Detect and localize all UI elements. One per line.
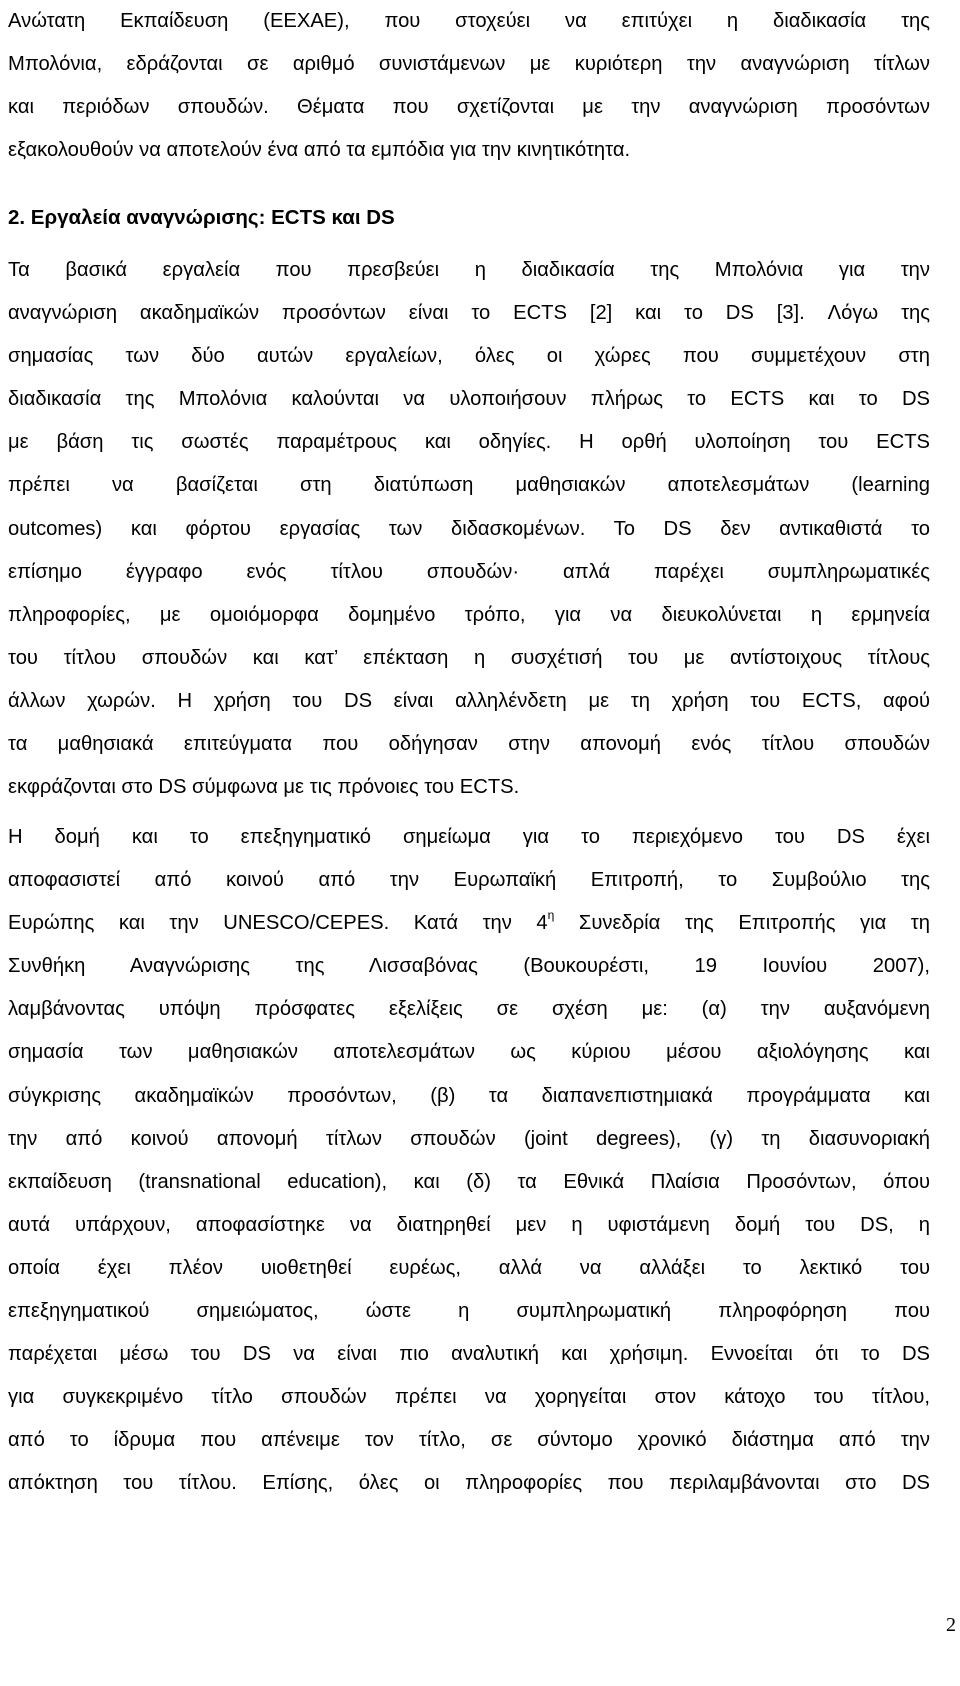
- text-line: Τα βασικά εργαλεία που πρεσβεύει η διαδικασία της Μπολόνια για την: [8, 259, 930, 281]
- text-line: αναγνώριση ακαδημαϊκών προσόντων είναι το ECTS [2] και το DS [3]. Λόγω της: [8, 302, 930, 325]
- text-line: εκπαίδευση (transnational education), και (δ) τα Εθνικά Πλαίσια Προσόντων, όπου: [8, 1170, 930, 1193]
- intro-paragraph: [8, 0, 930, 172]
- text-line: πληροφορίες, με ομοιόμορφα δομημένο τρόπο, για να διευκολύνεται η ερμηνεία: [8, 603, 930, 626]
- text-line: διαδικασία της Μπολόνια καλούνται να υλοποιήσουν πλήρως το ECTS και το DS: [8, 388, 930, 411]
- text-line: εκφράζονται στο DS σύμφωνα με τις πρόνοιες του ECTS.: [8, 776, 520, 799]
- text-line: Η δομή και το επεξηγηματικό σημείωμα για το περιεχόμενο του DS έχει: [8, 826, 930, 848]
- text-line: επίσημο έγγραφο ενός τίτλου σπουδών· απλά παρέχει συμπληρωματικές: [8, 560, 930, 583]
- text-line: οποία έχει πλέον υιοθετηθεί ευρέως, αλλά να αλλάξει το λεκτικό του: [8, 1256, 930, 1279]
- text-line: σημασία των μαθησιακών αποτελεσμάτων ως κύριου μέσου αξιολόγησης και: [8, 1041, 930, 1064]
- text-line: Συνθήκη Αναγνώρισης της Λισσαβόνας (Βουκουρέστι, 19 Ιουνίου 2007),: [8, 955, 930, 978]
- text-line: με βάση τις σωστές παραμέτρους και οδηγίες. Η ορθή υλοποίηση του ECTS: [8, 431, 930, 454]
- text-line: σημασίας των δύο αυτών εργαλείων, όλες οι χώρες που συμμετέχουν στη: [8, 345, 930, 368]
- text-line: την από κοινού απονομή τίτλων σπουδών (joint degrees), (γ) τη διασυνοριακή: [8, 1127, 930, 1150]
- text-line: και περιόδων σπουδών. Θέματα που σχετίζονται με την αναγνώριση προσόντων: [8, 96, 930, 119]
- tools-paragraph: [8, 249, 930, 809]
- text-line: σύγκρισης ακαδημαϊκών προσόντων, (β) τα διαπανεπιστημιακά προγράμματα και: [8, 1084, 930, 1107]
- text-line: του τίτλου σπουδών και κατ’ επέκταση η συσχέτισή του με αντίστοιχους τίτλους: [8, 646, 930, 669]
- ds-structure-paragraph: [8, 816, 930, 1506]
- superscript: η: [547, 908, 555, 923]
- text-line: αποφασιστεί από κοινού από την Ευρωπαϊκή Επιτροπή, το Συμβούλιο της: [8, 869, 930, 892]
- text-line: λαμβάνοντας υπόψη πρόσφατες εξελίξεις σε σχέση με: (α) την αυξανόμενη: [8, 998, 930, 1021]
- text-line: πρέπει να βασίζεται στη διατύπωση μαθησιακών αποτελεσμάτων (learning: [8, 474, 930, 497]
- text-line: outcomes) και φόρτου εργασίας των διδασκομένων. Το DS δεν αντικαθιστά το: [8, 517, 930, 540]
- text-line: Ανώτατη Εκπαίδευση (ΕΕΧΑΕ), που στοχεύει να επιτύχει η διαδικασία της: [8, 10, 930, 32]
- text-segment: Συνεδρία της Επιτροπής για τη: [554, 912, 930, 935]
- text-line: απόκτηση του τίτλου. Επίσης, όλες οι πληροφορίες που περιλαμβάνονται στο DS: [8, 1472, 930, 1495]
- section-heading: 2. Εργαλεία αναγνώρισης: ECTS και DS: [8, 206, 395, 229]
- text-line: εξακολουθούν να αποτελούν ένα από τα εμπόδια για την κινητικότητα.: [8, 139, 631, 162]
- text-line: αυτά υπάρχουν, αποφασίστηκε να διατηρηθεί μεν η υφιστάμενη δομή του DS, η: [8, 1213, 930, 1236]
- text-line: άλλων χωρών. Η χρήση του DS είναι αλληλένδετη με τη χρήση του ECTS, αφού: [8, 689, 930, 712]
- text-line: για συγκεκριμένο τίτλο σπουδών πρέπει να χορηγείται στον κάτοχο του τίτλου,: [8, 1386, 930, 1409]
- text-line: από το ίδρυμα που απένειμε τον τίτλο, σε σύντομο χρονικό διάστημα από την: [8, 1429, 930, 1452]
- page-number: 2: [946, 1614, 956, 1636]
- text-line-with-superscript: [8, 902, 930, 945]
- text-line: παρέχεται μέσω του DS να είναι πιο αναλυτική και χρήσιμη. Εννοείται ότι το DS: [8, 1343, 930, 1366]
- text-line: τα μαθησιακά επιτεύγματα που οδήγησαν στην απονομή ενός τίτλου σπουδών: [8, 733, 930, 756]
- text-segment: Ευρώπης και την UNESCO/CEPES. Κατά την 4: [8, 912, 548, 935]
- text-line: Μπολόνια, εδράζονται σε αριθμό συνιστάμενων με κυριότερη την αναγνώριση τίτλων: [8, 53, 930, 76]
- text-line: επεξηγηματικού σημειώματος, ώστε η συμπληρωματική πληροφόρηση που: [8, 1300, 930, 1323]
